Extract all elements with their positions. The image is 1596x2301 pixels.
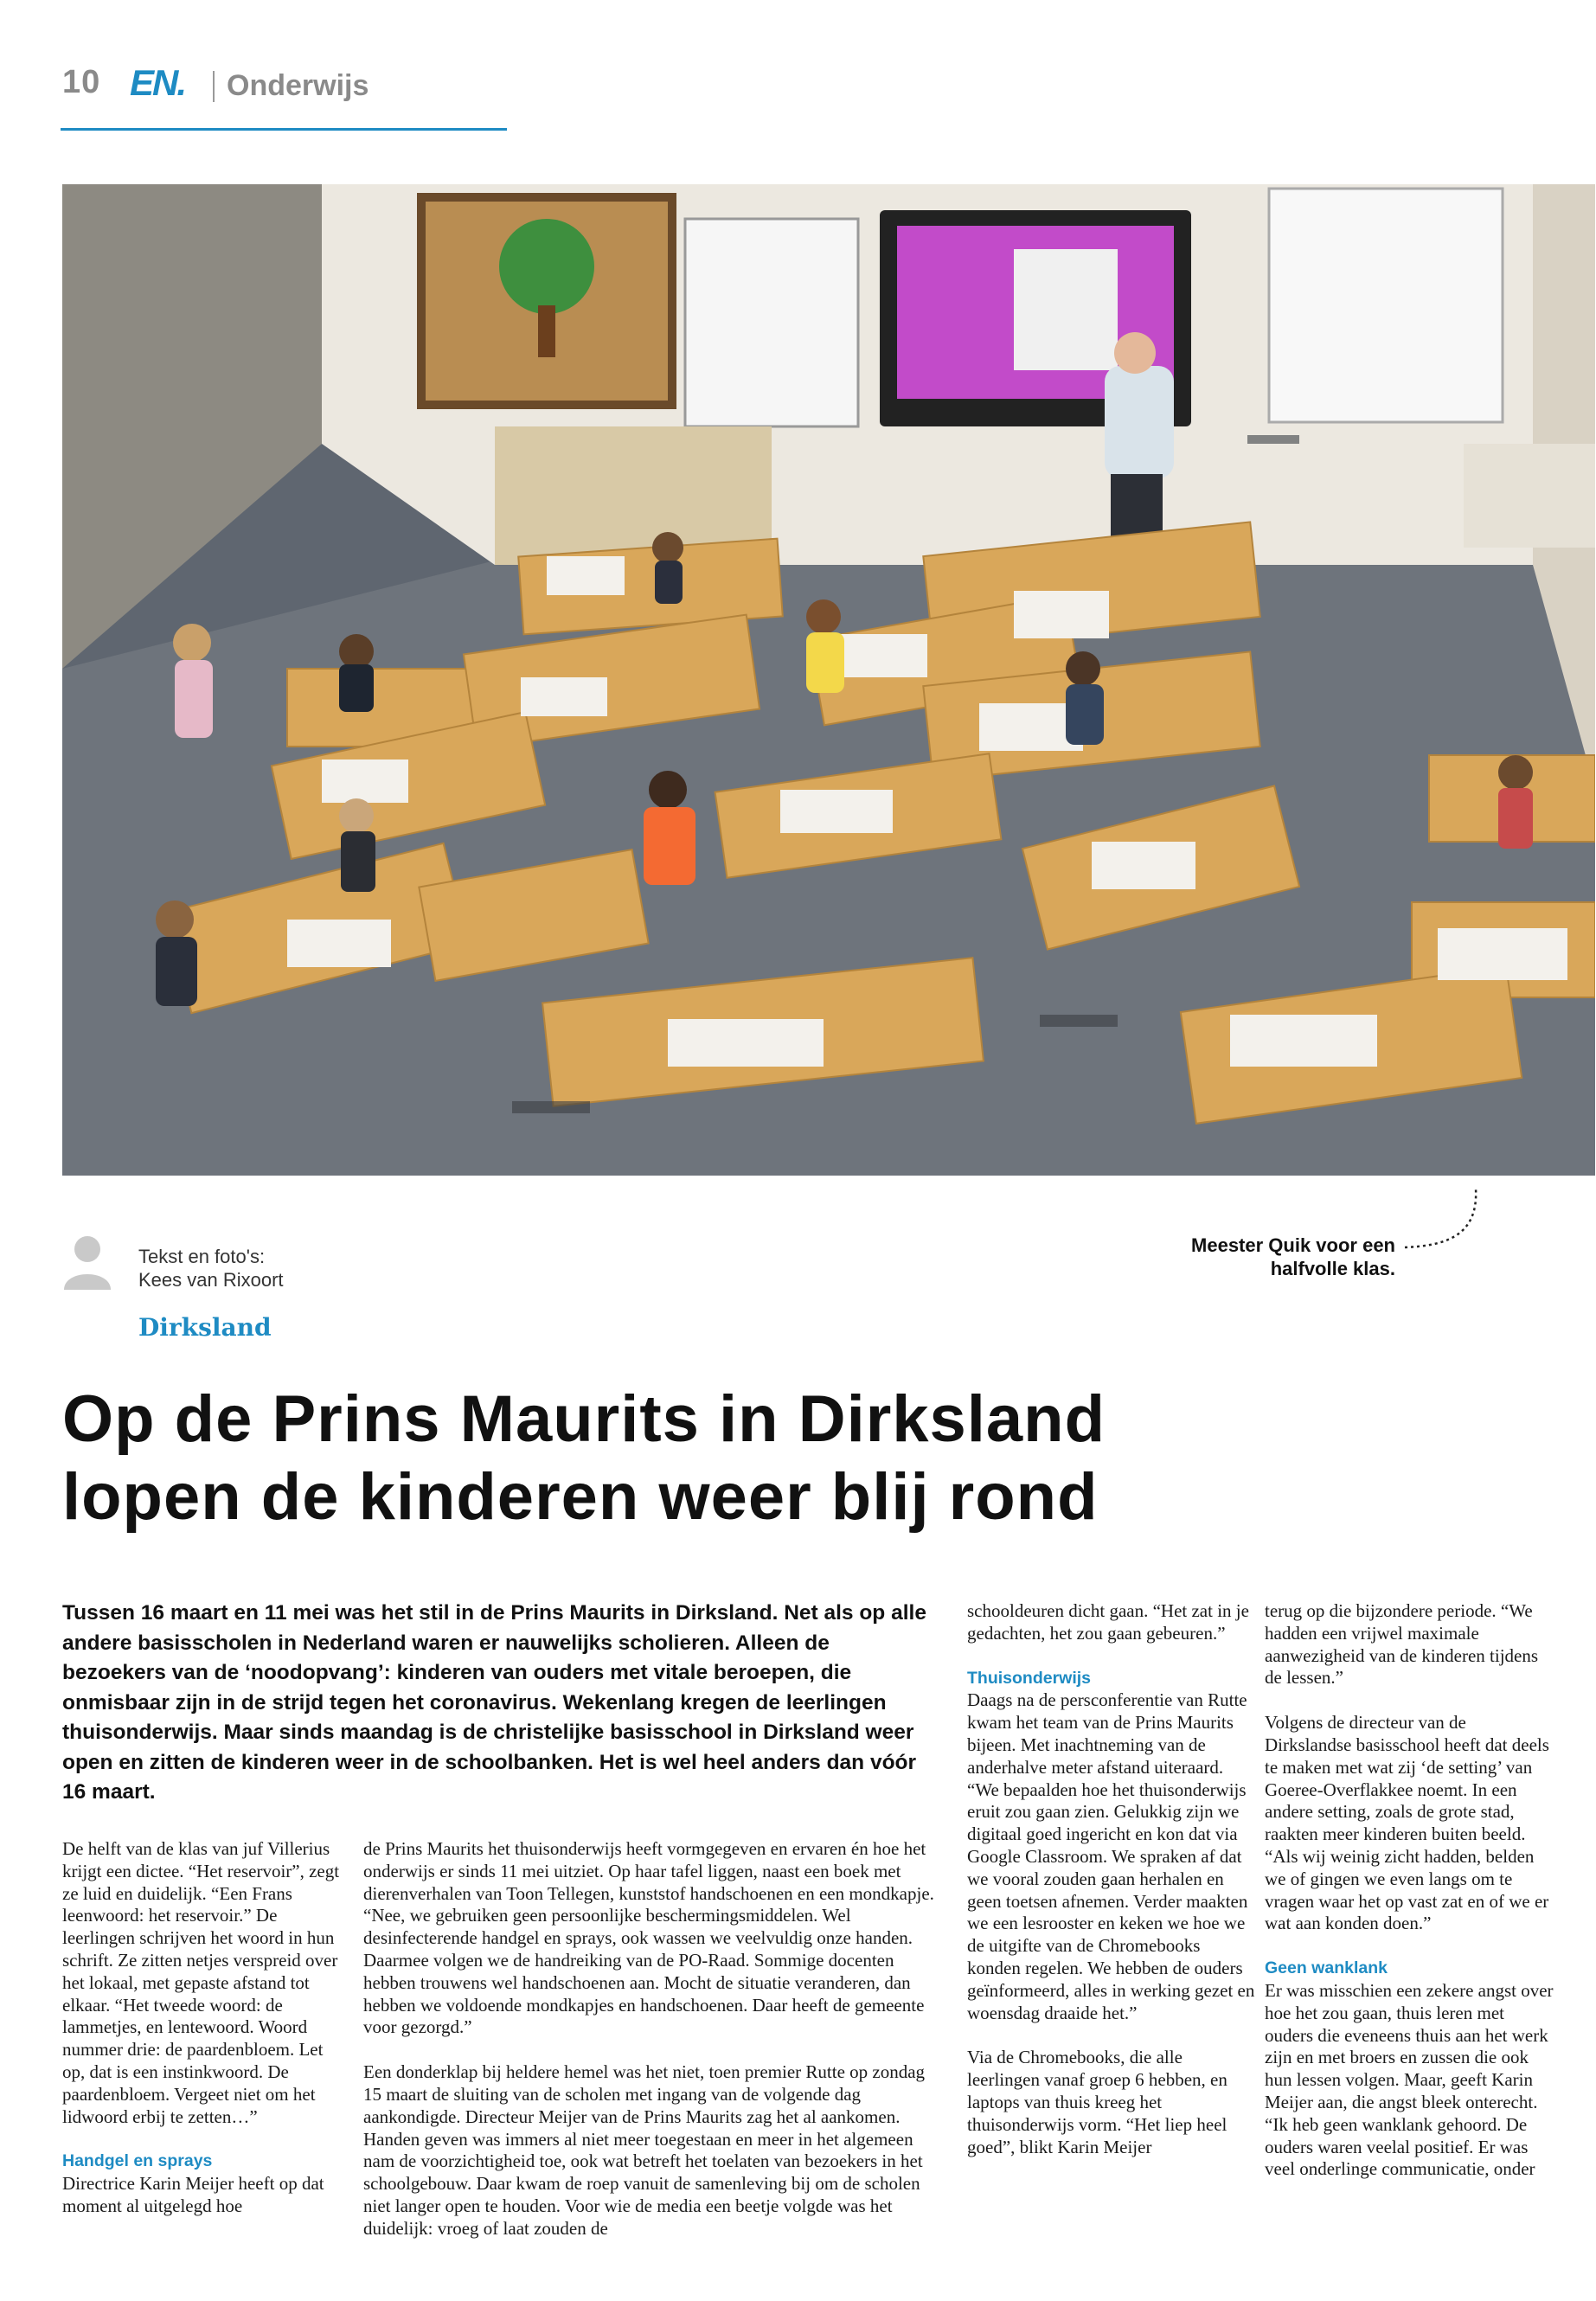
- article-headline: [62, 1381, 1273, 1536]
- header-separator: [213, 71, 215, 102]
- body-paragraph: Volgens de directeur van de Dirkslandse basisschool heeft dat deels te maken met wat zij ‘de setting’ van Goeree-Overflakkee noemt. In een andere setting, zoals de grote stad, raakten meer kinderen buiten beeld. “Als wij weinig zicht hadden, belden we of gingen we even langs om te vragen waar het op vast zat en of we er wat aan konden doen.”: [1265, 1712, 1549, 1934]
- body-paragraph: Er was misschien een zekere angst over hoe het zou gaan, thuis leren met ouders die eveneens thuis aan het werk zijn en met broers en zussen die ook hun lessen volgen. Maar, geeft Karin Meijer aan, die angst bleek onterecht. “Ik heb geen wanklank gehoord. De ouders waren veelal positief. Er was veel onderlinge communicatie, onder: [1265, 1979, 1554, 2180]
- body-paragraph: Directrice Karin Meijer heeft op dat moment al uitgelegd hoe: [62, 2173, 324, 2216]
- body-paragraph: de Prins Maurits het thuisonderwijs heeft vormgegeven en ervaren én hoe het onderwijs er sinds 11 mei uitziet. Op haar tafel liggen, naast een boek met dierenverhalen van Toon Tellegen, kunststof handschoenen en een mondkapje. “Nee, we gebruiken geen persoonlijke beschermingsmiddelen. Wel desinfecterende handgel en sprays, ook wassen we veelvuldig onze handen. Daarmee volgen we de handreiking van de PO-Raad. Sommige docenten hebben trouwens wel handschoenen aan. Mocht de situatie veranderen, dan hebben we voldoende mondkapjes en handschoenen. Daar heeft de gemeente voor gezorgd.”: [363, 1838, 934, 2038]
- subheading: Handgel en sprays: [62, 2151, 213, 2171]
- byline-credit: Tekst en foto's:: [138, 1246, 266, 1267]
- subheading: Geen wanklank: [1265, 1958, 1388, 1978]
- headline-line-2: lopen de kinderen weer blij rond: [62, 1460, 1099, 1534]
- body-paragraph: Via de Chromebooks, die alle leerlingen vanaf groep 6 hebben, en laptops van thuis kreeg het thuisonderwijs vorm. “Het liep heel goed”, blikt Karin Meijer: [967, 2047, 1227, 2157]
- publication-logo: EN.: [130, 62, 186, 103]
- header-rule: [61, 128, 507, 131]
- caption-line-2: halfvolle klas.: [1270, 1258, 1395, 1279]
- body-column-3: [967, 1600, 1257, 2158]
- dateline-place: Dirksland: [138, 1313, 272, 1342]
- body-paragraph: Een donderklap bij heldere hemel was het niet, toen premier Rutte op zondag 15 maart de sluiting van de scholen met ingang van de volgende dag aankondigde. Directeur Meijer van de Prins Maurits zag het al aankomen. Handen geven was immers al niet meer toegestaan en meer in het algemeen nam de voorzichtigheid toe, ook wat betreft het toelaten van bezoekers in het schoolgebouw. Daar kwam de roep vanuit de samenleving bij om de scholen niet langer open te houden. Voor wie de media een beetje volgde was het duidelijk: vroeg of laat zouden de: [363, 2061, 926, 2239]
- byline-author: Kees van Rixoort: [138, 1269, 284, 1291]
- section-title: Onderwijs: [227, 69, 369, 102]
- body-column-2: [363, 1838, 934, 2240]
- headline-line-1: Op de Prins Maurits in Dirksland: [62, 1382, 1106, 1456]
- article-lead: Tussen 16 maart en 11 mei was het stil in de Prins Maurits in Dirksland. Net als op alle andere basisscholen in Nederland waren er nauwelijks scholieren. Alleen de bezoekers van de ‘noodopvang’: kinderen van ouders met vitale beroepen, die onmisbaar zijn in de strijd tegen het coronavirus. Wekenlang kregen de leerlingen thuisonderwijs. Maar sinds maandag is de christelijke basisschool in Dirksland weer open en zitten de kinderen weer in de schoolbanken. Het is wel heel anders dan vóór 16 maart.: [62, 1601, 926, 1804]
- body-column-4: [1265, 1600, 1554, 2181]
- body-paragraph: De helft van de klas van juf Villerius krijgt een dictee. “Het reservoir”, zegt ze luid en duidelijk. “Een Frans leenwoord: het reservoir.” De leerlingen schrijven het woord in hun schrift. Ze zitten netjes verspreid over het lokaal, met gepaste afstand tot elkaar. “Het tweede woord: de lammetjes, en lentewoord. Woord nummer drie: de paardenbloem. Let op, dat is een instinkwoord. De paardenbloem. Vergeet niet om het lidwoord erbij te zetten…”: [62, 1838, 340, 2127]
- caption-pointer-icon: [1396, 1187, 1491, 1256]
- caption-line-1: Meester Quik voor een: [1191, 1234, 1395, 1256]
- classroom-photo: [62, 184, 1595, 1176]
- body-column-1: [62, 1838, 348, 2218]
- body-paragraph: Daags na de persconferentie van Rutte kwam het team van de Prins Maurits bijeen. Met inachtneming van de anderhalve meter afstand uiteraard. “We bepaalden hoe het thuisonderwijs eruit zou gaan zien. Gelukkig zijn we digitaal goed ingericht en kon dat via Google Classroom. We spraken af dat we vooral zouden gaan herhalen en geen toetsen afnemen. Verder maakten we een lesrooster en keken we hoe we de uitgifte van de Chromebooks konden regelen. We hebben de ouders geïnformeerd, alles in werking gezet en woensdag draaide het.”: [967, 1689, 1255, 2023]
- subheading: Thuisonderwijs: [967, 1668, 1092, 1688]
- author-avatar-icon: [62, 1233, 112, 1290]
- photo-caption: [1084, 1234, 1395, 1280]
- body-paragraph: terug op die bijzondere periode. “We hadden een vrijwel maximale aanwezigheid van de kinderen tijdens de lessen.”: [1265, 1600, 1539, 1689]
- page-number: 10: [62, 64, 101, 100]
- body-paragraph: schooldeuren dicht gaan. “Het zat in je gedachten, het zou gaan gebeuren.”: [967, 1600, 1249, 1644]
